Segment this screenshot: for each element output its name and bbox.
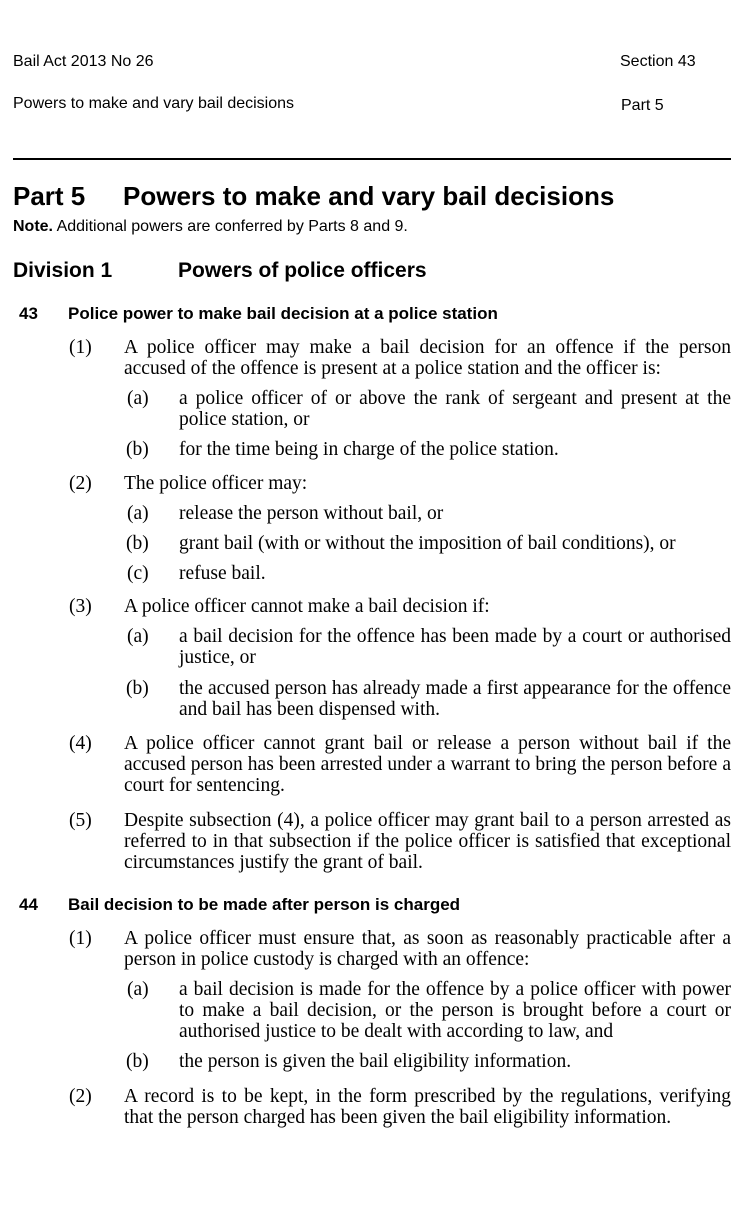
note-text: Additional powers are conferred by Parts 8 and 9. xyxy=(56,218,408,235)
s43-4-number: (4) xyxy=(69,733,92,754)
part-number: Part 5 xyxy=(13,181,86,211)
s43-2-b-text: grant bail (with or without the imposition of bail conditions), or xyxy=(179,533,676,554)
s43-2-a-number: (a) xyxy=(127,503,149,524)
section-44-title: Bail decision to be made after person is charged xyxy=(68,895,461,914)
header-section-ref: Section 43 xyxy=(620,53,696,70)
s43-2-text: The police officer may: xyxy=(124,473,308,494)
s44-1-text: A police officer must ensure that, as soon as reasonably practicable after a person in police custody is charged with an offence: xyxy=(124,928,731,970)
section-43-title: Police power to make bail decision at a police station xyxy=(68,304,498,323)
s43-2-c-text: refuse bail. xyxy=(179,563,266,584)
s43-1-text: A police officer may make a bail decision for an offence if the person accused of the offence is present at a police station and the officer is: xyxy=(124,337,731,379)
s43-3-b-text: the accused person has already made a first appearance for the offence and bail has been dispensed with. xyxy=(179,678,731,720)
s44-2-number: (2) xyxy=(69,1086,92,1107)
s43-1-number: (1) xyxy=(69,337,92,358)
s44-1-b-number: (b) xyxy=(126,1051,149,1072)
section-44-number: 44 xyxy=(19,895,38,914)
s43-1-a-text: a police officer of or above the rank of sergeant and present at the police station, or xyxy=(179,388,731,430)
s43-2-a-text: release the person without bail, or xyxy=(179,503,444,524)
s43-3-a-text: a bail decision for the offence has been made by a court or authorised justice, or xyxy=(179,626,731,668)
header-part-description: Powers to make and vary bail decisions xyxy=(13,95,295,112)
s43-2-number: (2) xyxy=(69,473,92,494)
s43-1-a-number: (a) xyxy=(127,388,149,409)
s43-2-b-number: (b) xyxy=(126,533,149,554)
s44-2-text: A record is to be kept, in the form prescribed by the regulations, verifying that the person charged has been given the bail eligibility information. xyxy=(124,1086,731,1128)
s43-5-text: Despite subsection (4), a police officer may grant bail to a person arrested as referred to in that subsection if the police officer is satisfied that exceptional circumstances justify the grant of bail. xyxy=(124,810,731,873)
s43-3-text: A police officer cannot make a bail decision if: xyxy=(124,596,490,617)
s43-2-c-number: (c) xyxy=(127,563,149,584)
header-part-ref: Part 5 xyxy=(621,97,664,114)
s43-3-b-number: (b) xyxy=(126,678,149,699)
s43-3-a-number: (a) xyxy=(127,626,149,647)
part-title: Powers to make and vary bail decisions xyxy=(123,181,615,211)
s43-3-number: (3) xyxy=(69,596,92,617)
section-43-number: 43 xyxy=(19,304,38,323)
s43-4-text: A police officer cannot grant bail or release a person without bail if the accused person has been arrested under a warrant to bring the person before a court for sentencing. xyxy=(124,733,731,796)
header-act-title: Bail Act 2013 No 26 xyxy=(13,53,154,70)
s43-5-number: (5) xyxy=(69,810,92,831)
s43-1-b-number: (b) xyxy=(126,439,149,460)
s44-1-number: (1) xyxy=(69,928,92,949)
division-title: Powers of police officers xyxy=(178,259,427,282)
s44-1-b-text: the person is given the bail eligibility information. xyxy=(179,1051,572,1072)
s44-1-a-text: a bail decision is made for the offence by a police officer with power to make a bail decision, or the person is brought before a court or authorised justice to be dealt with according to law, and xyxy=(179,979,731,1042)
division-number: Division 1 xyxy=(13,259,113,282)
part-note xyxy=(13,218,408,236)
s44-1-a-number: (a) xyxy=(127,979,149,1000)
note-label: Note. xyxy=(13,218,53,235)
header-rule xyxy=(13,158,731,160)
s43-1-b-text: for the time being in charge of the police station. xyxy=(179,439,559,460)
